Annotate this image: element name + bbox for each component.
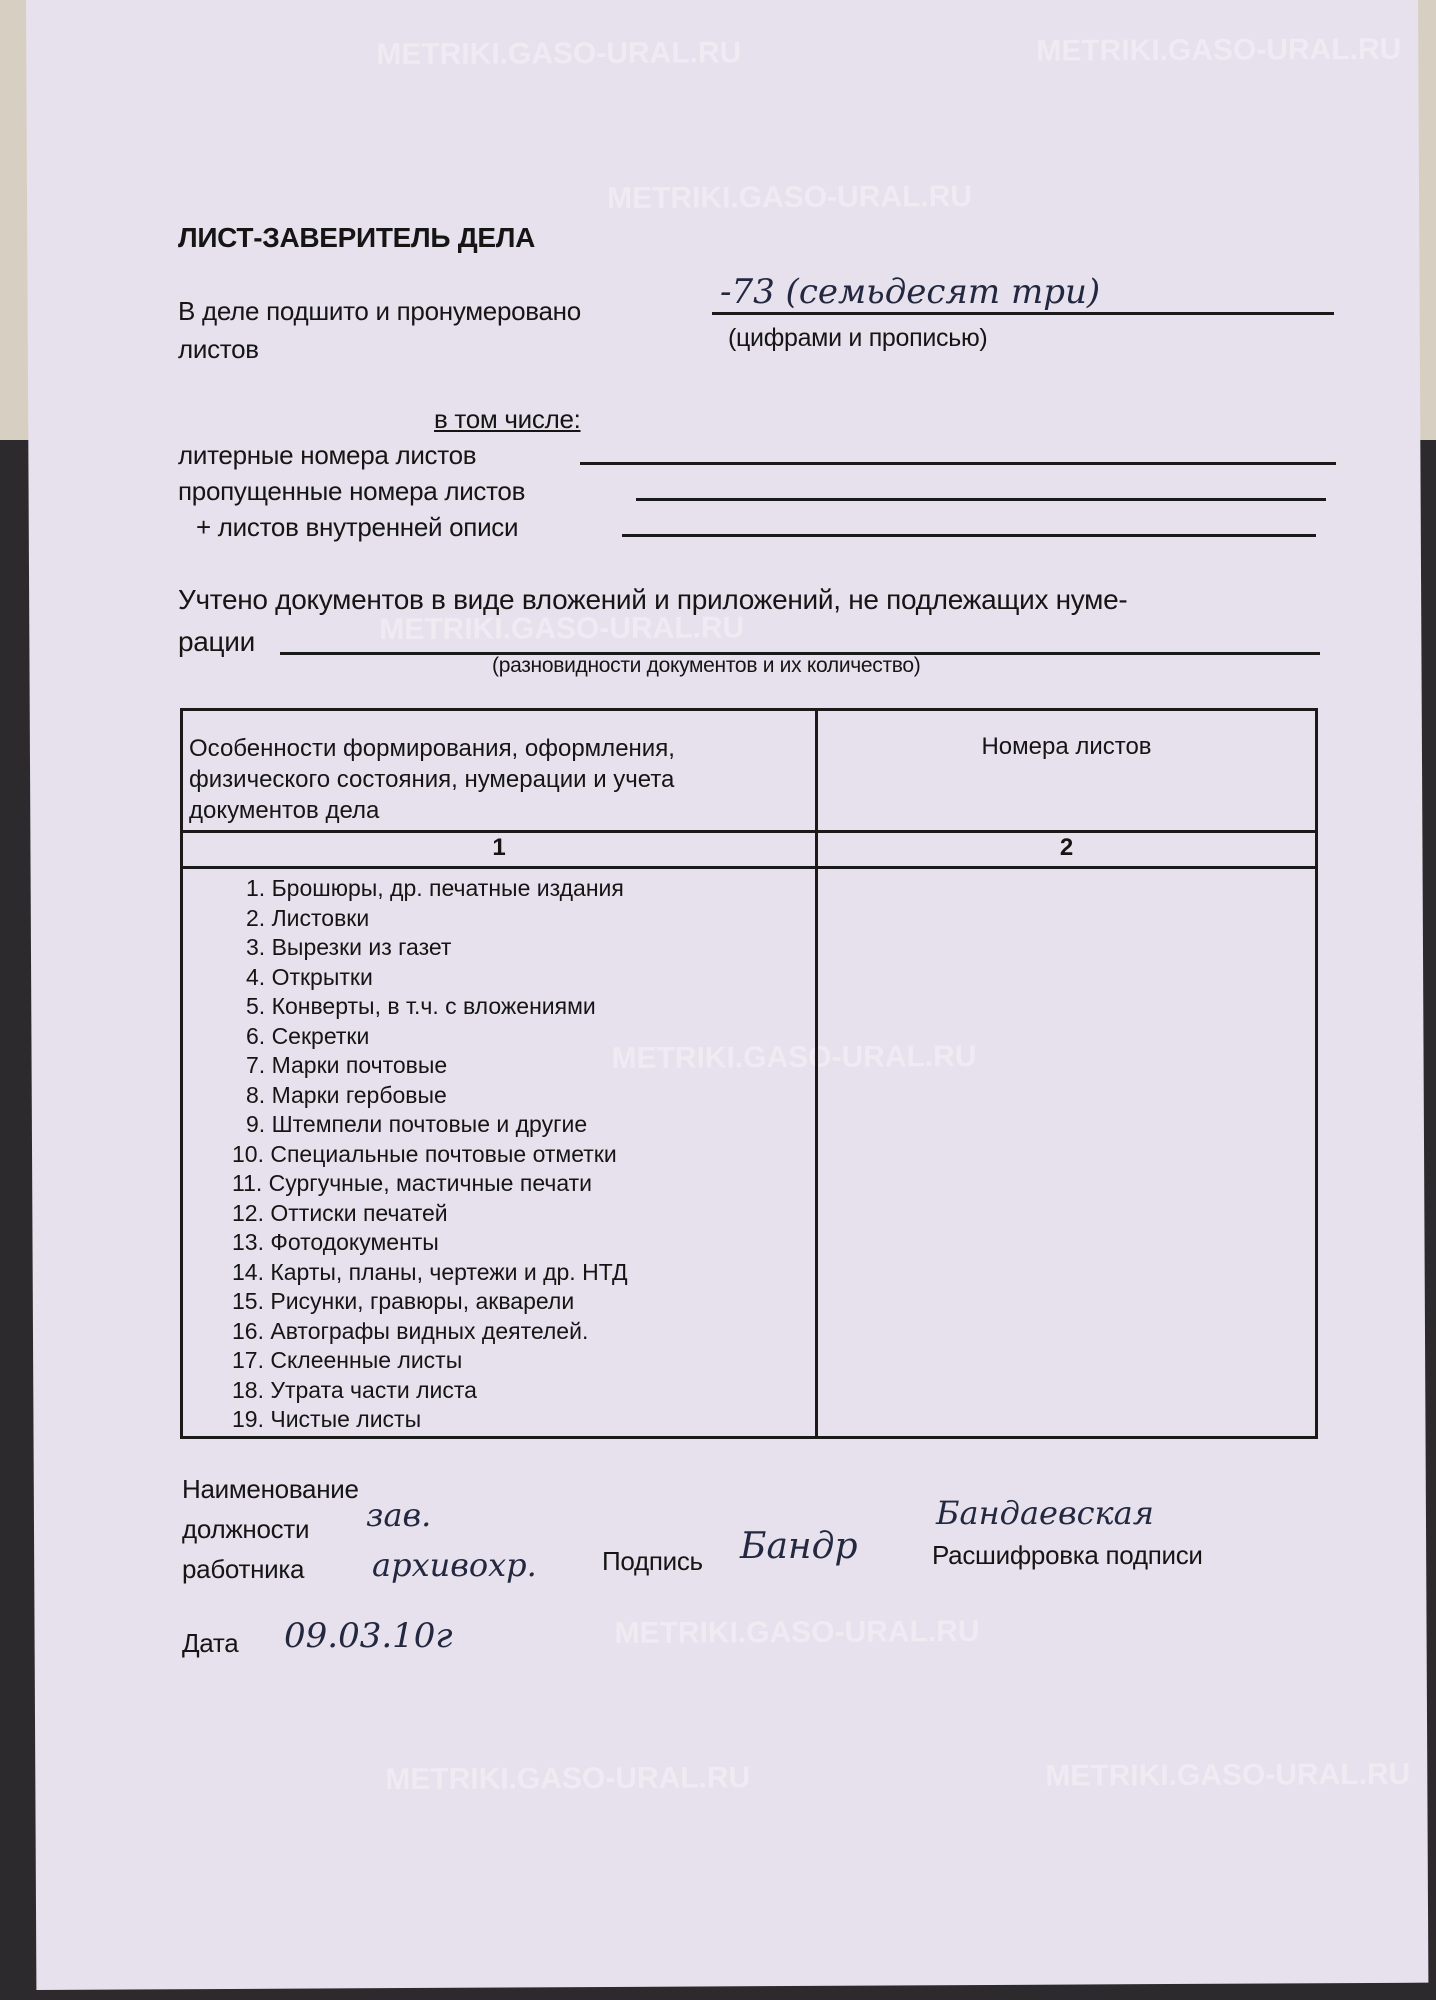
watermark: METRIKI.GASO-URAL.RU xyxy=(611,1040,977,1075)
col2-number: 2 xyxy=(817,832,1317,868)
accounted-hint: (разновидности документов и их количество) xyxy=(492,654,921,677)
date-value: 09.03.10г xyxy=(284,1616,453,1656)
list-item: 19. Чистые листы xyxy=(232,1406,422,1432)
including-heading: в том числе: xyxy=(434,404,581,434)
field-line xyxy=(636,498,1326,501)
sewn-hint: (цифрами и прописью) xyxy=(728,324,988,352)
watermark: METRIKI.GASO-URAL.RU xyxy=(1036,32,1402,68)
list-item: 2. Листовки xyxy=(246,904,370,931)
position-value-1: зав. xyxy=(366,1496,432,1534)
col1-number: 1 xyxy=(182,832,817,868)
letter-numbers-label: литерные номера листов xyxy=(178,440,477,470)
list-item: 7. Марки почтовые xyxy=(246,1052,448,1078)
signature-label: Подпись xyxy=(602,1546,703,1576)
list-item: 14. Карты, планы, чертежи и др. НТД xyxy=(232,1258,628,1285)
position-label-1: Наименование xyxy=(182,1474,359,1504)
sewn-label: В деле подшито и пронумеровано xyxy=(178,296,581,326)
list-item: 11. Сургучные, мастичные печати xyxy=(232,1170,592,1196)
sheet-numbers-cell xyxy=(817,868,1317,1438)
position-label-3: работника xyxy=(182,1554,305,1584)
list-item: 18. Утрата части листа xyxy=(232,1376,477,1403)
list-item: 9. Штемпели почтовые и другие xyxy=(246,1111,588,1137)
accounted-line2: рации xyxy=(178,626,255,657)
field-line xyxy=(712,312,1334,315)
date-label: Дата xyxy=(182,1628,239,1658)
decode-value: Бандаевская xyxy=(936,1494,1154,1532)
page-title: ЛИСТ-ЗАВЕРИТЕЛЬ ДЕЛА xyxy=(178,222,536,253)
list-item: 10. Специальные почтовые отметки xyxy=(232,1140,617,1167)
list-item: 15. Рисунки, гравюры, акварели xyxy=(232,1288,575,1314)
list-item: 4. Открытки xyxy=(246,963,373,990)
list-item: 5. Конверты, в т.ч. с вложениями xyxy=(246,993,596,1019)
watermark: METRIKI.GASO-URAL.RU xyxy=(376,36,742,72)
sheets-label: листов xyxy=(178,334,259,364)
list-item: 3. Вырезки из газет xyxy=(246,934,452,960)
watermark: METRIKI.GASO-URAL.RU xyxy=(385,1761,751,1797)
list-item: 8. Марки гербовые xyxy=(246,1081,447,1108)
inner-inventory-label: + листов внутренней описи xyxy=(196,512,519,542)
watermark: METRIKI.GASO-URAL.RU xyxy=(614,1615,980,1650)
list-item: 17. Склеенные листы xyxy=(232,1347,463,1373)
accounted-line1: Учтено документов в виде вложений и приложений, не подлежащих нуме- xyxy=(178,584,1128,615)
list-item: 6. Секретки xyxy=(246,1022,370,1049)
list-item: 13. Фотодокументы xyxy=(232,1229,439,1255)
position-value-2: архивохр. xyxy=(372,1546,537,1584)
watermark: METRIKI.GASO-URAL.RU xyxy=(1045,1757,1411,1793)
list-item: 16. Автографы видных деятелей. xyxy=(232,1317,589,1344)
features-table xyxy=(180,708,1318,1439)
missing-numbers-label: пропущенные номера листов xyxy=(178,476,526,506)
signature: Бандр xyxy=(740,1526,858,1567)
field-line xyxy=(580,462,1336,465)
watermark: METRIKI.GASO-URAL.RU xyxy=(606,180,973,215)
sewn-value: -73 (семьдесят три) xyxy=(720,272,1101,312)
watermark: METRIKI.GASO-URAL.RU xyxy=(379,611,745,647)
position-label-2: должности xyxy=(182,1514,310,1544)
field-line xyxy=(622,534,1316,537)
col1-header: Особенности формирования, оформления, физического состояния, нумерации и учета документов дела xyxy=(182,710,817,832)
items-cell xyxy=(182,868,817,1438)
list-item: 1. Брошюры, др. печатные издания xyxy=(246,875,624,901)
decode-label: Расшифровка подписи xyxy=(932,1540,1203,1570)
list-item: 12. Оттиски печатей xyxy=(232,1199,448,1226)
col2-header: Номера листов xyxy=(817,710,1317,832)
